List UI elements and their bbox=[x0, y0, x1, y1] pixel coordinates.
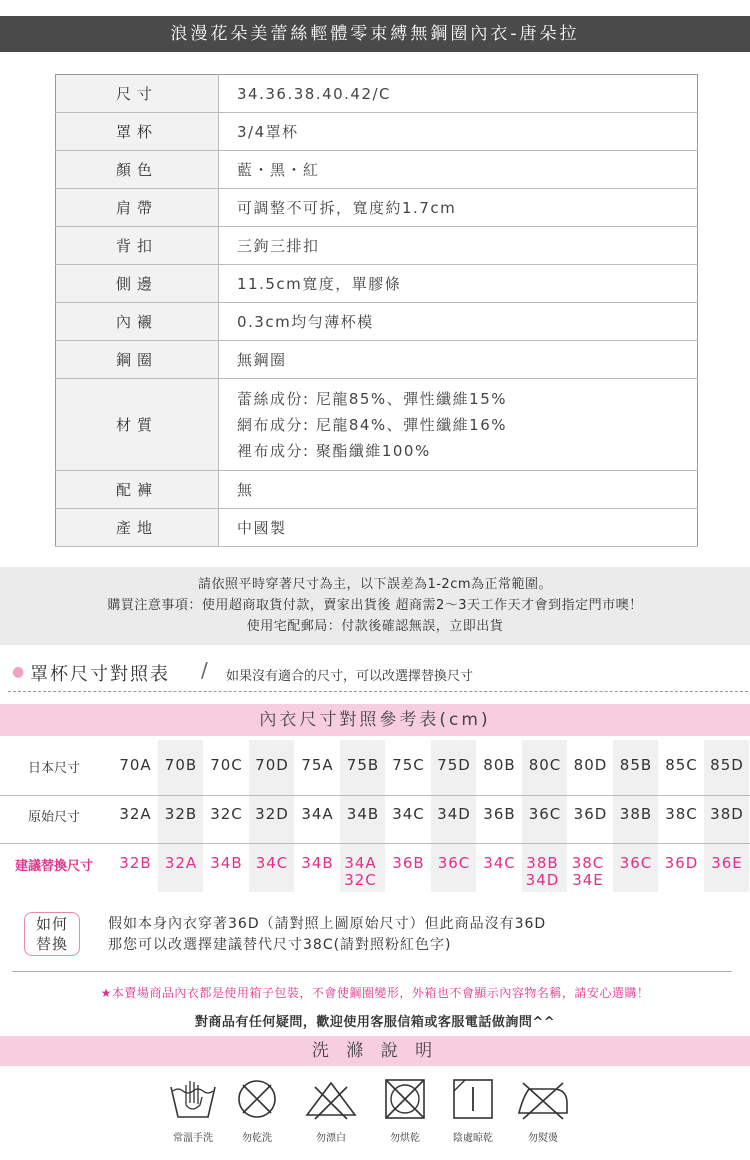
swap-badge-line: 如何 bbox=[35, 915, 68, 933]
size-row-label: 原始尺寸 bbox=[27, 810, 80, 825]
spec-value bbox=[219, 227, 698, 265]
size-cell: 32B bbox=[164, 805, 198, 823]
spec-row bbox=[56, 379, 698, 471]
size-cell: 70B bbox=[164, 756, 198, 774]
spec-row bbox=[56, 471, 698, 509]
size-cell: 36C bbox=[619, 854, 653, 872]
row-divider bbox=[0, 843, 750, 844]
spec-key: 材質 bbox=[56, 379, 219, 471]
size-row bbox=[0, 806, 750, 825]
row-divider bbox=[0, 795, 750, 796]
swap-badge-line: 替換 bbox=[35, 935, 68, 953]
spec-value bbox=[219, 151, 698, 189]
size-table-title: 內衣尺寸對照參考表(cm) bbox=[0, 704, 750, 736]
size-cell: 75A bbox=[301, 756, 334, 774]
no-iron-icon bbox=[513, 1077, 573, 1121]
spec-value bbox=[219, 379, 698, 471]
size-cell: 38C bbox=[665, 805, 698, 823]
shade-dry-icon bbox=[451, 1077, 495, 1121]
size-row bbox=[0, 757, 750, 776]
swap-explanation bbox=[108, 914, 546, 956]
size-cell: 34C bbox=[483, 854, 516, 872]
wash-label: 陰處晾乾 bbox=[453, 1133, 493, 1144]
spec-value-line: 可調整不可拆，寬度約1.7cm bbox=[237, 198, 457, 217]
size-cell: 38D bbox=[710, 805, 744, 823]
wash-label: 勿乾洗 bbox=[242, 1133, 272, 1144]
size-cell: 32D bbox=[255, 805, 289, 823]
size-cell: 38B 34D bbox=[525, 854, 560, 889]
size-cell: 34A 32C bbox=[344, 854, 377, 889]
size-cell: 34D bbox=[437, 805, 471, 823]
notice-line: 請依照平時穿著尺寸為主，以下誤差為1-2cm為正常範圍。 bbox=[197, 577, 553, 592]
size-cell: 34A bbox=[301, 805, 334, 823]
no-tumble-dry-icon bbox=[235, 1077, 279, 1121]
spec-row bbox=[56, 151, 698, 189]
size-cell: 36C bbox=[437, 854, 471, 872]
spec-row bbox=[56, 265, 698, 303]
spec-value bbox=[219, 509, 698, 547]
spec-value bbox=[219, 341, 698, 379]
spec-row bbox=[56, 75, 698, 113]
spec-value-line: 三鉤三排扣 bbox=[237, 236, 320, 255]
cup-section-title: 罩杯尺寸對照表 bbox=[30, 664, 170, 685]
size-cell: 80D bbox=[573, 756, 608, 774]
size-cell: 80C bbox=[528, 756, 562, 774]
size-cell: 70A bbox=[119, 756, 152, 774]
swap-badge bbox=[24, 912, 80, 956]
wash-label: 勿漂白 bbox=[316, 1133, 346, 1144]
size-cell: 32B bbox=[119, 854, 152, 872]
wash-title: 洗 滌 說 明 bbox=[0, 1036, 750, 1066]
size-cell: 34B bbox=[301, 854, 334, 872]
wash-item bbox=[438, 1077, 508, 1144]
size-cell: 34B bbox=[210, 854, 243, 872]
size-cell: 36E bbox=[711, 854, 743, 872]
spec-key: 尺寸 bbox=[56, 75, 219, 113]
spec-value-line: 無 bbox=[237, 480, 254, 499]
size-cell: 32C bbox=[210, 805, 243, 823]
spec-row bbox=[56, 113, 698, 151]
notice-line: 購買注意事項：使用超商取貨付款，賣家出貨後 超商需2～3天工作天才會到指定門市噢！ bbox=[107, 598, 643, 613]
spec-value-line: 3/4罩杯 bbox=[237, 122, 299, 141]
spec-value-line: 中國製 bbox=[237, 518, 287, 537]
size-cell: 32A bbox=[164, 854, 198, 872]
size-cell: 85B bbox=[619, 756, 653, 774]
hand-wash-icon bbox=[168, 1077, 218, 1121]
packaging-warning: ★本賣場商品內衣都是使用箱子包裝，不會使鋼圈變形，外箱也不會顯示內容物名稱，請安心選購！ bbox=[100, 986, 650, 1000]
spec-value-line: 蕾絲成份: 尼龍85%、彈性纖維15% bbox=[237, 389, 508, 408]
spec-value bbox=[219, 189, 698, 227]
spec-value-line: 藍・黑・紅 bbox=[237, 160, 320, 179]
size-cell: 36C bbox=[528, 805, 562, 823]
wash-item bbox=[508, 1077, 578, 1144]
size-cell: 85D bbox=[710, 756, 744, 774]
swap-line: 那您可以改選擇建議替代尺寸38C(請對照粉紅色字) bbox=[108, 937, 452, 953]
page-title: 浪漫花朵美蕾絲輕體零束縛無鋼圈內衣-唐朵拉 bbox=[0, 16, 750, 52]
spec-key: 側邊 bbox=[56, 265, 219, 303]
size-cell: 75C bbox=[392, 756, 425, 774]
no-machine-dry-icon bbox=[383, 1077, 427, 1121]
spec-key: 產地 bbox=[56, 509, 219, 547]
spec-value-line: 網布成分: 尼龍84%、彈性纖維16% bbox=[237, 415, 508, 434]
wash-item bbox=[296, 1077, 366, 1144]
no-bleach-icon bbox=[303, 1077, 359, 1121]
wash-item bbox=[222, 1077, 292, 1144]
spec-key: 罩杯 bbox=[56, 113, 219, 151]
size-row bbox=[0, 854, 750, 889]
swap-line: 假如本身內衣穿著36D（請對照上圖原始尺寸）但此商品沒有36D bbox=[108, 916, 547, 932]
size-cell: 36D bbox=[573, 805, 608, 823]
size-row-label: 日本尺寸 bbox=[27, 761, 80, 776]
size-cell: 36B bbox=[483, 805, 516, 823]
size-row-label: 建議替換尺寸 bbox=[14, 859, 93, 874]
spec-value-line: 11.5cm寬度，單膠條 bbox=[237, 274, 402, 293]
wash-label: 常溫手洗 bbox=[173, 1133, 213, 1144]
cup-section-subtitle: 如果沒有適合的尺寸，可以改選擇替換尺寸 bbox=[226, 669, 474, 684]
spec-row bbox=[56, 227, 698, 265]
wash-item bbox=[158, 1077, 228, 1144]
size-cell: 36D bbox=[664, 854, 699, 872]
wash-label: 勿烘乾 bbox=[390, 1133, 420, 1144]
spec-key: 顏色 bbox=[56, 151, 219, 189]
spec-key: 內襯 bbox=[56, 303, 219, 341]
size-cell: 34C bbox=[255, 854, 289, 872]
spec-key: 配褲 bbox=[56, 471, 219, 509]
size-cell: 32A bbox=[119, 805, 152, 823]
size-cell: 38B bbox=[619, 805, 653, 823]
notice-line: 使用宅配郵局：付款後確認無誤，立即出貨 bbox=[246, 619, 504, 634]
size-cell: 70D bbox=[255, 756, 289, 774]
spec-value bbox=[219, 113, 698, 151]
spec-value-line: 裡布成分: 聚酯纖維100% bbox=[237, 441, 431, 460]
size-cell: 70C bbox=[210, 756, 243, 774]
contact-note: 對商品有任何疑問，歡迎使用客服信箱或客服電話做詢問^^ bbox=[194, 1015, 556, 1030]
spec-row bbox=[56, 341, 698, 379]
size-cell: 36B bbox=[392, 854, 425, 872]
spec-value-line: 無鋼圈 bbox=[237, 350, 287, 369]
size-cell: 75D bbox=[437, 756, 471, 774]
spec-row bbox=[56, 509, 698, 547]
size-cell: 34B bbox=[346, 805, 380, 823]
spec-key: 肩帶 bbox=[56, 189, 219, 227]
spec-value-line: 0.3cm均勻薄杯模 bbox=[237, 312, 374, 331]
spec-value bbox=[219, 471, 698, 509]
separator-slash: / bbox=[201, 658, 208, 682]
size-cell: 38C 34E bbox=[571, 854, 605, 889]
spec-key: 背扣 bbox=[56, 227, 219, 265]
spec-table bbox=[55, 74, 698, 547]
spec-value-line: 34.36.38.40.42/C bbox=[237, 84, 392, 103]
wash-label: 勿熨燙 bbox=[528, 1133, 558, 1144]
spec-key: 鋼圈 bbox=[56, 341, 219, 379]
cup-section-header bbox=[8, 660, 748, 692]
notice-box bbox=[0, 567, 750, 645]
wash-item bbox=[370, 1077, 440, 1144]
bullet-dot-icon: ● bbox=[12, 664, 25, 680]
divider bbox=[12, 971, 732, 972]
spec-value bbox=[219, 303, 698, 341]
spec-row bbox=[56, 189, 698, 227]
spec-row bbox=[56, 303, 698, 341]
size-cell: 85C bbox=[665, 756, 698, 774]
size-cell: 34C bbox=[392, 805, 425, 823]
size-cell: 75B bbox=[346, 756, 380, 774]
spec-value bbox=[219, 265, 698, 303]
spec-value bbox=[219, 75, 698, 113]
size-cell: 80B bbox=[483, 756, 516, 774]
